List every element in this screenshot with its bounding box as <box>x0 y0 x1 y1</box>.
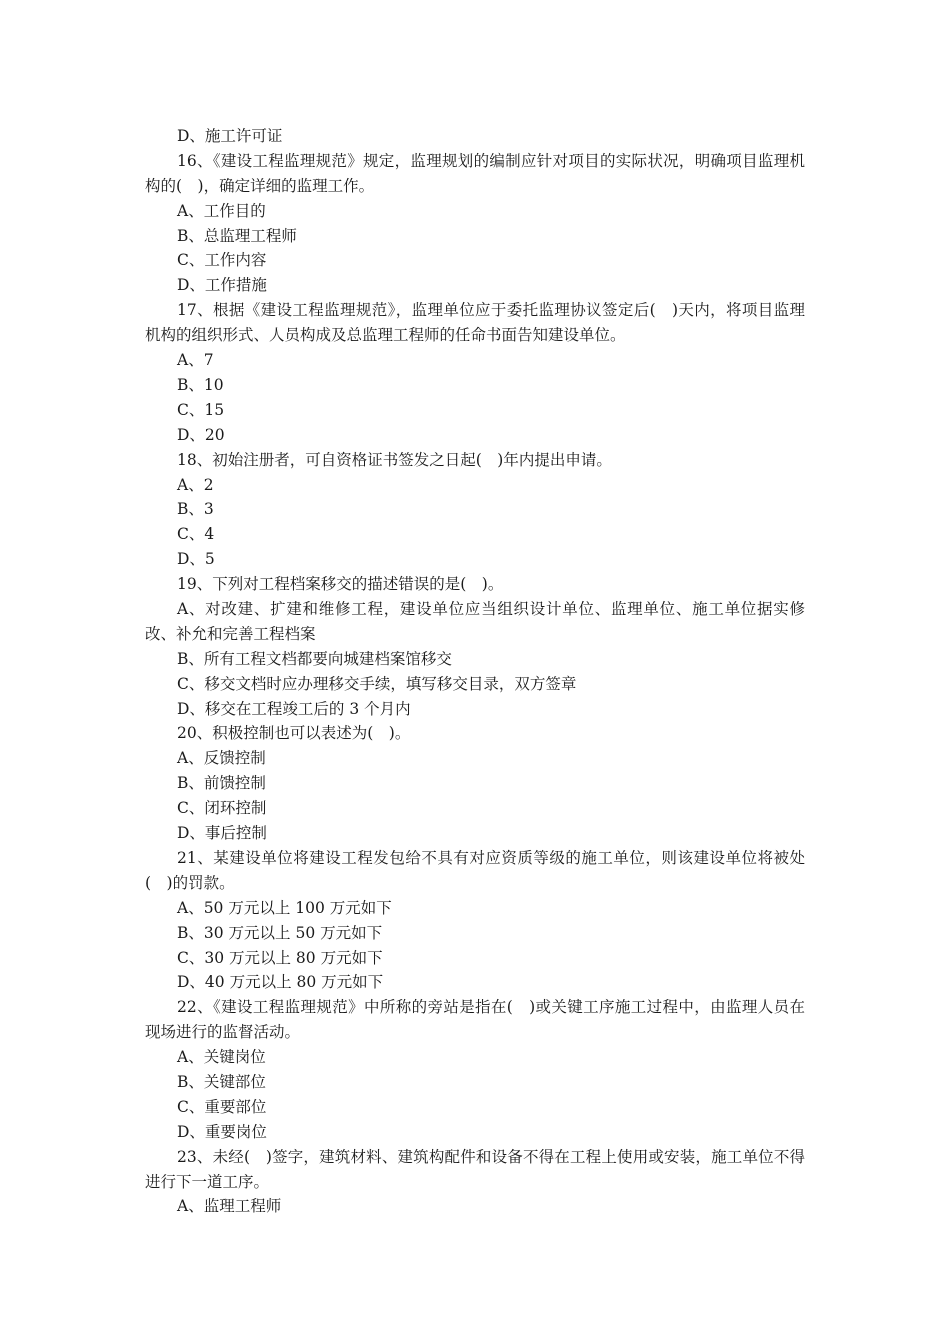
option-a-19: A、对改建、扩建和维修工程，建设单位应当组织设计单位、监理单位、施工单位据实修改、补允和完善工程档案 <box>145 599 805 643</box>
option-d-18: D、5 <box>177 550 215 569</box>
question-21: 21、某建设单位将建设工程发包给不具有对应资质等级的施工单位，则该建设单位将被处( )的罚款。 <box>145 848 805 892</box>
question-19: 19、下列对工程档案移交的描述错误的是( )。 <box>177 575 504 594</box>
option-c-16: C、工作内容 <box>177 251 267 270</box>
option-c-17: C、15 <box>177 400 225 419</box>
option-b-22: B、关键部位 <box>177 1073 266 1091</box>
option-a-16: A、工作目的 <box>177 201 266 220</box>
option-d-19: D、移交在工程竣工后的 3 个月内 <box>177 699 411 718</box>
option-a-17: A、7 <box>177 351 214 370</box>
option-b-19: B、所有工程文档都要向城建档案馆移交 <box>177 649 452 668</box>
option-b-17: B、10 <box>177 375 224 394</box>
option-a-23: A、监理工程师 <box>177 1197 282 1216</box>
option-c-20: C、闭环控制 <box>177 799 267 818</box>
option-b-21: B、30 万元以上 50 万元如下 <box>177 923 383 942</box>
question-23: 23、未经( )签字，建筑材料、建筑构配件和设备不得在工程上使用或安装，施工单位不得进行下一道工序。 <box>145 1147 805 1191</box>
question-16: 16、《建设工程监理规范》规定，监理规划的编制应针对项目的实际状况，明确项目监理机构的( )，确定详细的监理工作。 <box>145 151 805 195</box>
document-page <box>145 124 805 1219</box>
question-17: 17、根据《建设工程监理规范》，监理单位应于委托监理协议签定后( )天内，将项目监理机构的组织形式、人员构成及总监理工程师的任命书面告知建设单位。 <box>145 301 805 345</box>
option-c-22: C、重要部位 <box>177 1097 267 1116</box>
option-c-21: C、30 万元以上 80 万元如下 <box>177 948 383 967</box>
option-d-21: D、40 万元以上 80 万元如下 <box>177 973 384 992</box>
option-d-22: D、重要岗位 <box>177 1122 267 1141</box>
option-a-21: A、50 万元以上 100 万元如下 <box>177 898 392 917</box>
option-a-22: A、关键岗位 <box>177 1048 266 1067</box>
question-18: 18、初始注册者，可自资格证书签发之日起( )年内提出申请。 <box>177 450 612 469</box>
option-d-16: D、工作措施 <box>177 276 267 295</box>
option-b-18: B、3 <box>177 500 214 519</box>
option-a-18: A、2 <box>177 475 214 494</box>
option-b-16: B、总监理工程师 <box>177 226 297 245</box>
option-a-20: A、反馈控制 <box>177 749 266 768</box>
option-d-17: D、20 <box>177 425 225 444</box>
option-c-19: C、移交文档时应办理移交手续，填写移交目录，双方签章 <box>177 674 577 693</box>
option-b-20: B、前馈控制 <box>177 774 266 793</box>
option-c-18: C、4 <box>177 525 215 544</box>
question-22: 22、《建设工程监理规范》中所称的旁站是指在( )或关键工序施工过程中，由监理人员在现场进行的监督活动。 <box>145 998 805 1042</box>
option-d-15: D、施工许可证 <box>177 127 283 145</box>
question-20: 20、积极控制也可以表述为( )。 <box>177 724 411 743</box>
option-d-20: D、事后控制 <box>177 824 267 843</box>
